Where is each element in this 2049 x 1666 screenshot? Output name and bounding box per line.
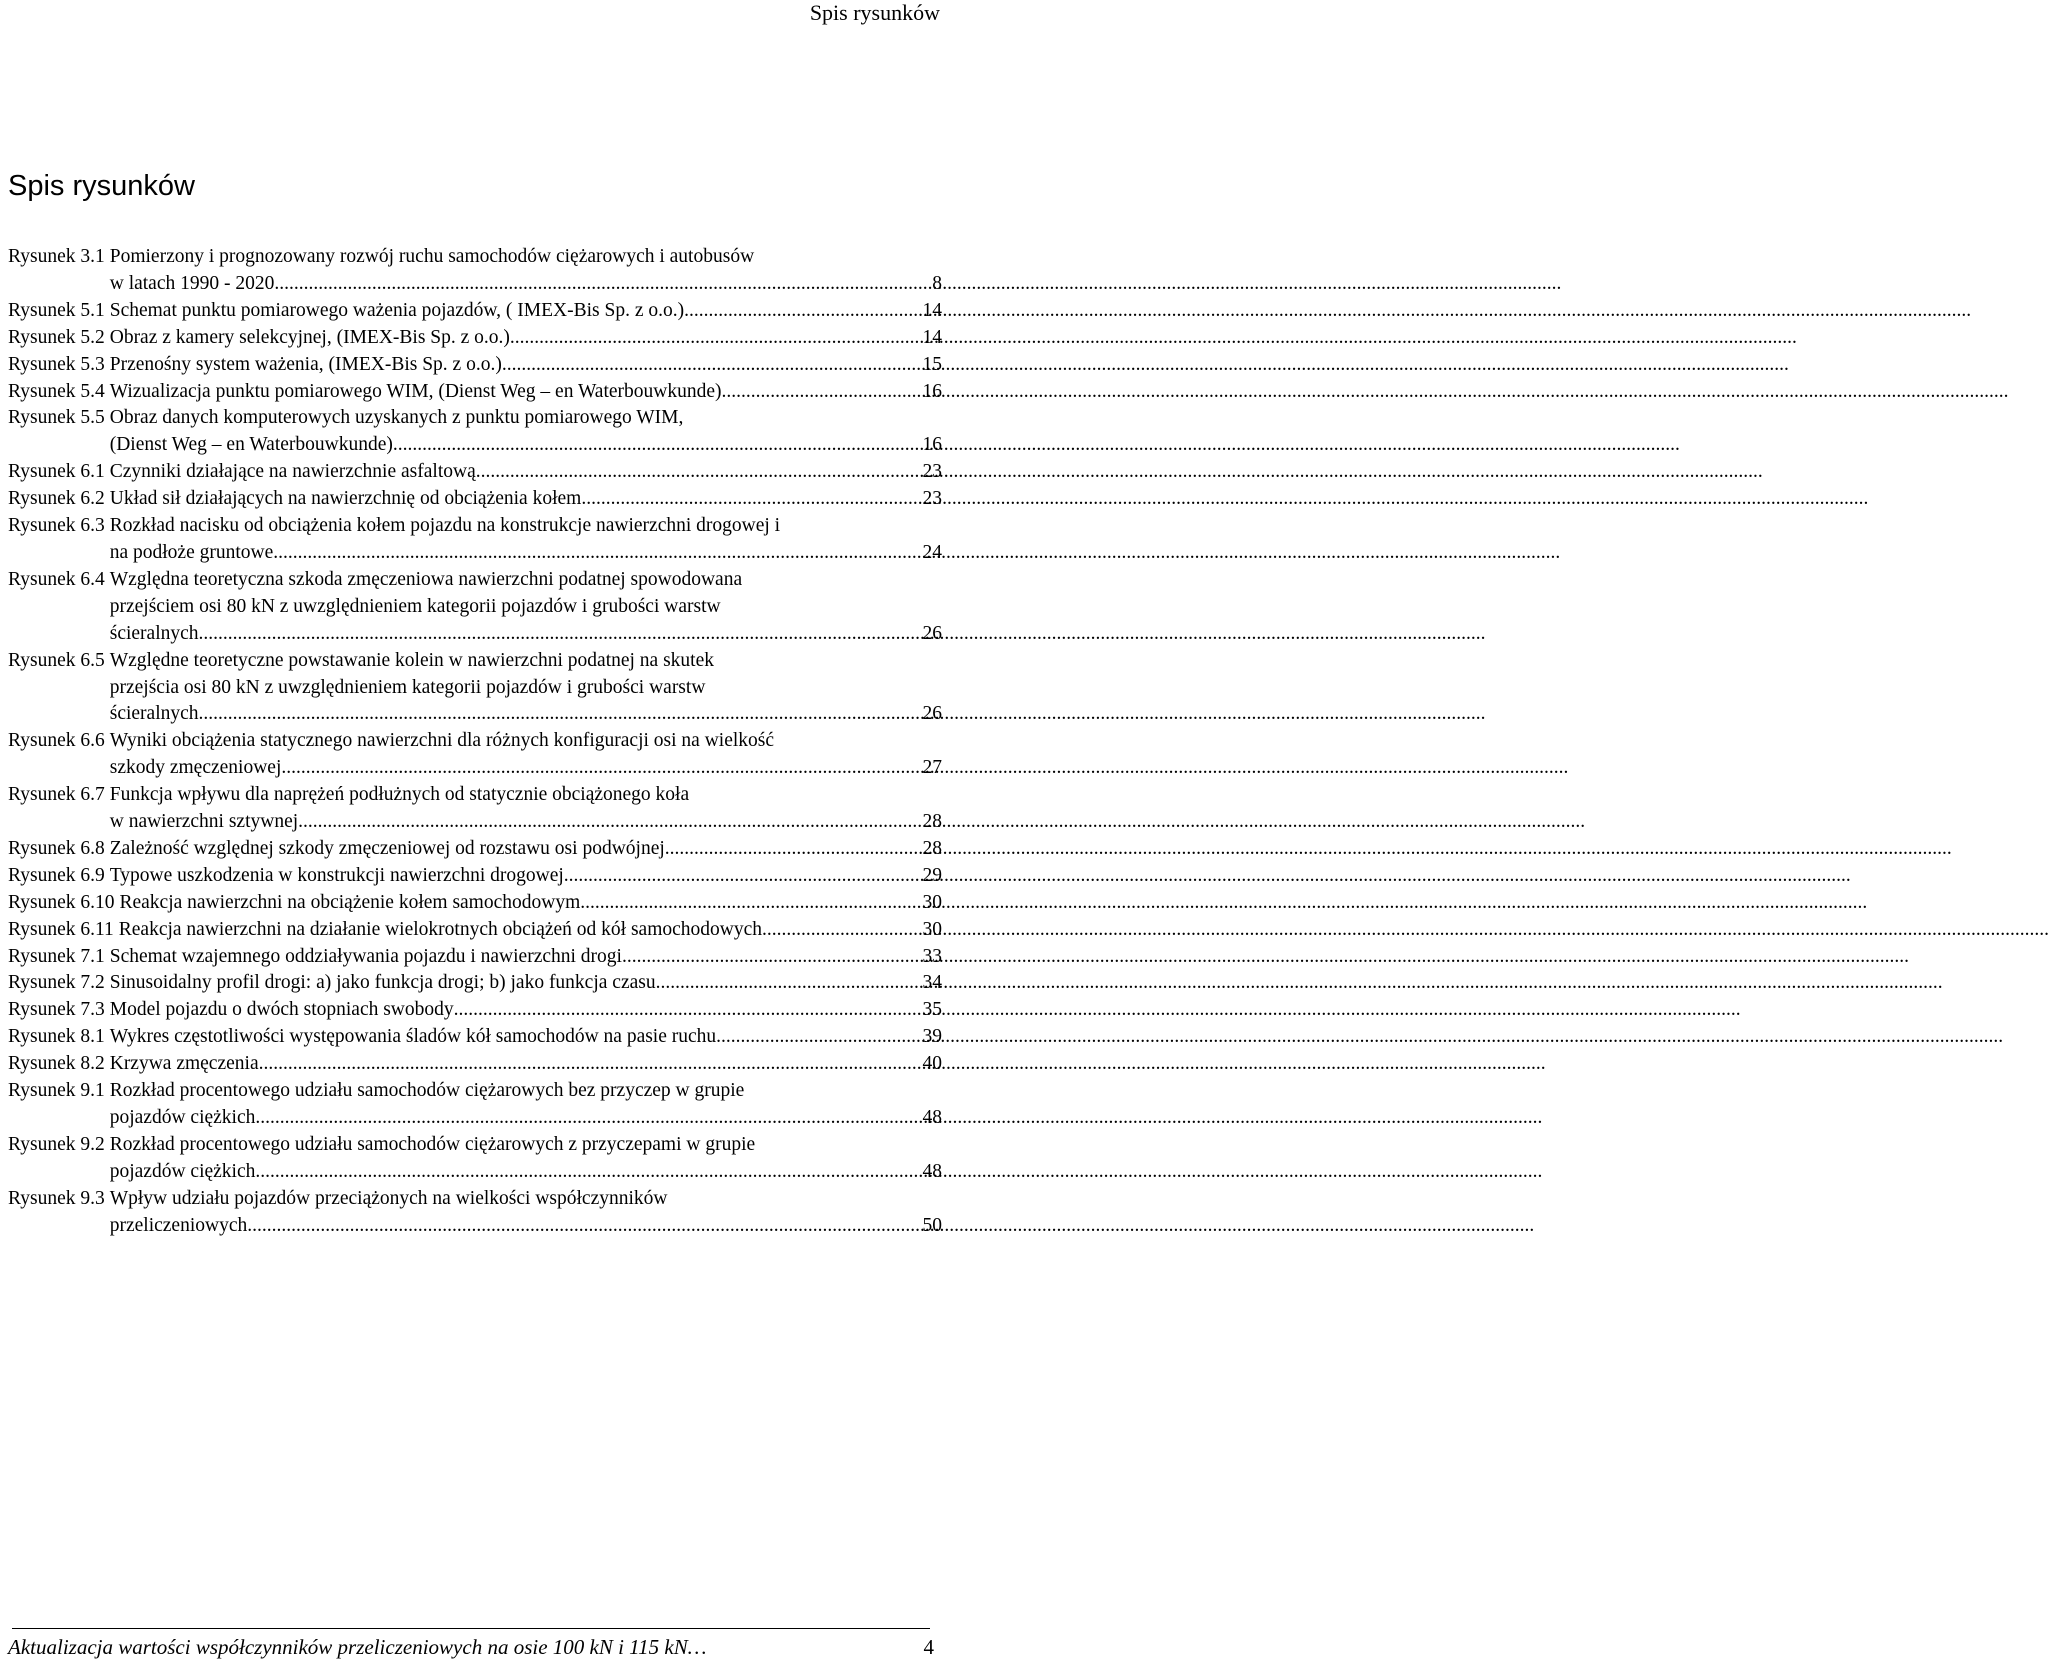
toc-entry-last-line bbox=[110, 701, 942, 728]
toc-entry-number: Rysunek 6.10 bbox=[8, 891, 115, 913]
toc-entry-number: Rysunek 8.2 bbox=[8, 1053, 105, 1075]
toc-entry-title-line: Rozkład procentowego udziału samochodów ciężarowych bez przyczep w grupie bbox=[109, 1080, 745, 1102]
dot-leader bbox=[298, 809, 920, 836]
toc-entry-title-line: Typowe uszkodzenia w konstrukcji nawierzchni drogowej bbox=[109, 864, 564, 886]
toc-entry-number: Rysunek 9.1 bbox=[8, 1080, 105, 1102]
toc-entry-number: Rysunek 5.5 bbox=[8, 407, 105, 429]
toc-entry-title-line: na podłoże gruntowe bbox=[109, 541, 274, 563]
toc-entry-body bbox=[105, 863, 942, 890]
toc-entry-title-line: Pomierzony i prognozowany rozwój ruchu samochodów ciężarowych i autobusów bbox=[109, 246, 755, 267]
toc-entry-page[interactable]: 14 bbox=[922, 326, 942, 348]
toc-entry-page[interactable]: 16 bbox=[922, 434, 942, 456]
toc-entry-last-line bbox=[110, 379, 942, 406]
toc-entry-body bbox=[105, 836, 942, 863]
dot-leader bbox=[255, 1159, 920, 1186]
toc-entry-title-line: Zależność względnej szkody zmęczeniowej od rozstawu osi podwójnej bbox=[109, 837, 665, 859]
toc-entry-last-line bbox=[110, 944, 942, 971]
toc-entry-title-line: ścieralnych bbox=[109, 703, 199, 725]
toc-entry-number: Rysunek 6.8 bbox=[8, 837, 105, 859]
toc-entry-title-line: szkody zmęczeniowej bbox=[109, 757, 282, 779]
toc-entry-body bbox=[105, 567, 942, 648]
toc-entry[interactable] bbox=[8, 944, 942, 971]
toc-entry-last-line bbox=[110, 486, 942, 513]
toc-entry-page[interactable]: 39 bbox=[922, 1026, 942, 1048]
toc-entry-page[interactable]: 26 bbox=[922, 622, 942, 644]
toc-entry-page[interactable]: 34 bbox=[922, 972, 942, 994]
toc-entry-last-line bbox=[110, 540, 942, 567]
toc-entry-number: Rysunek 5.3 bbox=[8, 353, 105, 375]
toc-entry-page[interactable]: 23 bbox=[922, 461, 942, 483]
toc-entry-last-line bbox=[110, 432, 942, 459]
toc-entry-number: Rysunek 6.1 bbox=[8, 461, 105, 483]
toc-entry[interactable] bbox=[8, 1132, 942, 1186]
toc-entry-page[interactable]: 50 bbox=[922, 1214, 942, 1236]
toc-entry-body bbox=[114, 890, 942, 917]
toc-entry-body bbox=[105, 782, 942, 836]
toc-entry-number: Rysunek 7.1 bbox=[8, 945, 105, 967]
dot-leader bbox=[476, 459, 921, 486]
page-number: 4 bbox=[923, 1635, 934, 1659]
toc-entry-number: Rysunek 6.11 bbox=[8, 918, 114, 940]
toc-entry-title-line: Względna teoretyczna szkoda zmęczeniowa nawierzchni podatnej spowodowana bbox=[109, 568, 743, 590]
toc-entry-page[interactable]: 8 bbox=[932, 272, 942, 294]
toc-entry-number: Rysunek 3.1 bbox=[8, 246, 105, 267]
toc-entry-title-line: Względne teoretyczne powstawanie kolein w nawierzchni podatnej na skutek bbox=[109, 649, 714, 671]
toc-entry-page[interactable]: 15 bbox=[922, 353, 942, 375]
dot-leader bbox=[581, 486, 920, 513]
toc-entry-page[interactable]: 30 bbox=[922, 891, 942, 913]
toc-entry[interactable] bbox=[8, 379, 942, 406]
toc-entry-title-line: Rozkład procentowego udziału samochodów ciężarowych z przyczepami w grupie bbox=[109, 1133, 756, 1155]
toc-entry-page[interactable]: 40 bbox=[922, 1053, 942, 1075]
toc-entry-title-line: Wykres częstotliwości występowania śladów kół samochodów na pasie ruchu bbox=[109, 1026, 717, 1048]
toc-entry-number: Rysunek 7.3 bbox=[8, 999, 105, 1021]
dot-leader bbox=[199, 701, 921, 728]
toc-entry-last-line bbox=[110, 1159, 942, 1186]
toc-entry-body bbox=[105, 298, 942, 325]
toc-entry[interactable] bbox=[8, 917, 942, 944]
toc-entry-last-line bbox=[119, 890, 942, 917]
toc-entry-last-line bbox=[119, 917, 942, 944]
toc-entry-last-line bbox=[110, 1213, 942, 1240]
toc-entry[interactable] bbox=[8, 1051, 942, 1078]
toc-entry-number: Rysunek 5.1 bbox=[8, 299, 105, 321]
toc-entry[interactable] bbox=[8, 325, 942, 352]
toc-entry-body bbox=[105, 1132, 942, 1186]
toc-entry-number: Rysunek 6.6 bbox=[8, 730, 105, 752]
dot-leader bbox=[684, 298, 920, 325]
toc-entry[interactable] bbox=[8, 782, 942, 836]
toc-entry-last-line bbox=[110, 298, 942, 325]
toc-entry-title-line: Układ sił działających na nawierzchnię od obciążenia kołem bbox=[109, 488, 582, 510]
toc-entry-title-line: Reakcja nawierzchni na obciążenie kołem samochodowym bbox=[119, 891, 581, 913]
toc-entry-body bbox=[105, 379, 942, 406]
dot-leader bbox=[247, 1213, 920, 1240]
toc-entry-number: Rysunek 8.1 bbox=[8, 1026, 105, 1048]
toc-entry-page[interactable]: 14 bbox=[922, 299, 942, 321]
toc-entry-last-line bbox=[110, 755, 942, 782]
toc-entry[interactable] bbox=[8, 567, 942, 648]
toc-entry-title-line: w nawierzchni sztywnej bbox=[109, 811, 299, 833]
toc-entry-title-line: Schemat wzajemnego oddziaływania pojazdu i nawierzchni drogi bbox=[109, 945, 622, 967]
toc-entry-last-line bbox=[110, 836, 942, 863]
dot-leader bbox=[665, 836, 921, 863]
toc-entry-body bbox=[105, 1186, 942, 1240]
dot-leader bbox=[622, 944, 921, 971]
toc-entry[interactable] bbox=[8, 459, 942, 486]
toc-entry-body bbox=[105, 1024, 942, 1051]
toc-entry[interactable] bbox=[8, 298, 942, 325]
toc-entry-page[interactable]: 28 bbox=[922, 811, 942, 833]
toc-entry-title-line: Czynniki działające na nawierzchnie asfaltową bbox=[109, 461, 476, 483]
toc-entry-title-line: Wizualizacja punktu pomiarowego WIM, (Dienst Weg – en Waterbouwkunde) bbox=[109, 380, 722, 402]
dot-leader bbox=[454, 997, 921, 1024]
toc-entry-page[interactable]: 27 bbox=[922, 757, 942, 779]
toc-entry-last-line bbox=[110, 325, 942, 352]
toc-entry-page[interactable]: 28 bbox=[922, 837, 942, 859]
toc-entry-body bbox=[105, 325, 942, 352]
toc-entry[interactable] bbox=[8, 648, 942, 729]
toc-entry-body bbox=[105, 486, 942, 513]
toc-entry-title-line: Rozkład nacisku od obciążenia kołem pojazdu na konstrukcje nawierzchni drogowej i bbox=[109, 515, 781, 537]
toc-entry-body bbox=[105, 944, 942, 971]
toc-entry-title-line: pojazdów ciężkich bbox=[109, 1160, 256, 1182]
toc-entry-title-line: pojazdów ciężkich bbox=[109, 1107, 256, 1128]
toc-entry-last-line bbox=[110, 352, 942, 379]
toc-entry-number: Rysunek 9.3 bbox=[8, 1187, 105, 1209]
toc-entry-body bbox=[105, 405, 942, 459]
toc-entry-body bbox=[105, 1078, 942, 1132]
toc-entry-title-line: Schemat punktu pomiarowego ważenia pojazdów, ( IMEX-Bis Sp. z o.o.) bbox=[109, 299, 685, 321]
toc-entry-body bbox=[105, 970, 942, 997]
toc-entry-body bbox=[114, 917, 942, 944]
toc-entry-body bbox=[105, 648, 942, 729]
toc-entry-page[interactable]: 26 bbox=[922, 703, 942, 725]
toc-entry-number: Rysunek 6.9 bbox=[8, 864, 105, 886]
dot-leader bbox=[762, 917, 920, 944]
toc-entry-body bbox=[105, 513, 942, 567]
toc-entry[interactable] bbox=[8, 405, 942, 459]
toc-entry-page[interactable]: 48 bbox=[922, 1107, 942, 1128]
toc-entry-number: Rysunek 7.2 bbox=[8, 972, 105, 994]
list-of-figures bbox=[8, 244, 942, 1240]
dot-leader bbox=[255, 1105, 920, 1132]
dot-leader bbox=[580, 890, 920, 917]
toc-entry-last-line bbox=[110, 1024, 942, 1051]
dot-leader bbox=[564, 863, 921, 890]
toc-entry-last-line bbox=[110, 1051, 942, 1078]
dot-leader bbox=[273, 540, 920, 567]
toc-entry[interactable] bbox=[8, 1186, 942, 1240]
dot-leader bbox=[259, 1051, 921, 1078]
toc-entry-title-line: Przenośny system ważenia, (IMEX-Bis Sp. z o.o.) bbox=[109, 353, 502, 375]
footer-text: Aktualizacja wartości współczynników przeliczeniowych na osie 100 kN i 115 kN… bbox=[8, 1635, 707, 1659]
toc-entry[interactable] bbox=[8, 1024, 942, 1051]
toc-entry-body bbox=[105, 459, 942, 486]
toc-entry[interactable] bbox=[8, 863, 942, 890]
toc-entry-body bbox=[105, 1051, 942, 1078]
toc-entry-title-line: przeliczeniowych bbox=[109, 1214, 248, 1236]
toc-entry-page[interactable]: 16 bbox=[922, 380, 942, 402]
running-header: Spis rysunków bbox=[809, 0, 940, 25]
toc-entry-body bbox=[105, 997, 942, 1024]
dot-leader bbox=[502, 352, 921, 379]
toc-entry[interactable] bbox=[8, 728, 942, 782]
toc-entry[interactable] bbox=[8, 513, 942, 567]
toc-entry-title-line: ścieralnych bbox=[109, 622, 199, 644]
toc-entry-title-line: Model pojazdu o dwóch stopniach swobody bbox=[109, 999, 454, 1021]
toc-entry[interactable] bbox=[8, 970, 942, 997]
dot-leader bbox=[199, 621, 921, 648]
dot-leader bbox=[281, 755, 920, 782]
toc-entry-title-line: Reakcja nawierzchni na działanie wielokrotnych obciążeń od kół samochodowych bbox=[118, 918, 763, 940]
toc-entry-page[interactable]: 48 bbox=[922, 1160, 942, 1182]
toc-entry-page[interactable]: 23 bbox=[922, 488, 942, 510]
toc-entry-title-line: Obraz danych komputerowych uzyskanych z punktu pomiarowego WIM, bbox=[109, 407, 684, 429]
toc-entry-title-line: Krzywa zmęczenia bbox=[109, 1053, 259, 1075]
toc-entry-number: Rysunek 6.3 bbox=[8, 515, 105, 537]
toc-entry[interactable] bbox=[8, 836, 942, 863]
toc-entry-number: Rysunek 6.7 bbox=[8, 784, 105, 806]
toc-entry-number: Rysunek 6.5 bbox=[8, 649, 105, 671]
toc-entry[interactable] bbox=[8, 1078, 942, 1132]
toc-entry-title-line: Wyniki obciążenia statycznego nawierzchni dla różnych konfiguracji osi na wielkość bbox=[109, 730, 775, 752]
toc-entry-title-line: Funkcja wpływu dla naprężeń podłużnych od statycznie obciążonego koła bbox=[109, 784, 690, 806]
dot-leader bbox=[722, 379, 921, 406]
toc-entry-last-line bbox=[110, 997, 942, 1024]
toc-entry[interactable] bbox=[8, 997, 942, 1024]
dot-leader bbox=[656, 970, 921, 997]
toc-entry-page[interactable]: 30 bbox=[922, 918, 942, 940]
page-title: Spis rysunków bbox=[8, 170, 195, 202]
toc-entry-title-line: Obraz z kamery selekcyjnej, (IMEX-Bis Sp. z o.o.) bbox=[109, 326, 510, 348]
toc-entry-last-line bbox=[110, 809, 942, 836]
toc-entry-last-line bbox=[110, 459, 942, 486]
toc-entry-page[interactable]: 35 bbox=[922, 999, 942, 1021]
toc-entry[interactable] bbox=[8, 890, 942, 917]
toc-entry-body bbox=[105, 728, 942, 782]
toc-entry-body bbox=[105, 352, 942, 379]
toc-entry-last-line bbox=[110, 1105, 942, 1132]
toc-entry[interactable] bbox=[8, 486, 942, 513]
dot-leader bbox=[510, 325, 921, 352]
toc-entry-number: Rysunek 6.2 bbox=[8, 488, 105, 510]
dot-leader bbox=[716, 1024, 920, 1051]
toc-entry-last-line bbox=[110, 970, 942, 997]
toc-entry[interactable] bbox=[8, 352, 942, 379]
toc-entry-title-line: w latach 1990 - 2020 bbox=[109, 272, 275, 294]
footer-divider bbox=[12, 1628, 930, 1629]
toc-entry-last-line bbox=[110, 271, 942, 298]
toc-entry[interactable] bbox=[8, 244, 942, 298]
dot-leader bbox=[393, 432, 921, 459]
dot-leader bbox=[274, 271, 930, 298]
toc-entry-number: Rysunek 6.4 bbox=[8, 568, 105, 590]
toc-entry-number: Rysunek 9.2 bbox=[8, 1133, 105, 1155]
toc-entry-title-line: przejścia osi 80 kN z uwzględnieniem kategorii pojazdów i grubości warstw bbox=[109, 676, 706, 698]
toc-entry-last-line bbox=[110, 621, 942, 648]
toc-entry-page[interactable]: 33 bbox=[922, 945, 942, 967]
toc-entry-number: Rysunek 5.4 bbox=[8, 380, 105, 402]
toc-entry-number: Rysunek 5.2 bbox=[8, 326, 105, 348]
toc-entry-title-line: (Dienst Weg – en Waterbouwkunde) bbox=[109, 434, 393, 456]
toc-entry-body bbox=[105, 244, 942, 298]
toc-entry-title-line: Sinusoidalny profil drogi: a) jako funkcja drogi; b) jako funkcja czasu bbox=[109, 972, 656, 994]
toc-entry-page[interactable]: 24 bbox=[922, 541, 942, 563]
toc-entry-title-line: przejściem osi 80 kN z uwzględnieniem kategorii pojazdów i grubości warstw bbox=[109, 595, 721, 617]
toc-entry-title-line: Wpływ udziału pojazdów przeciążonych na wielkości współczynników bbox=[109, 1187, 668, 1209]
toc-entry-last-line bbox=[110, 863, 942, 890]
toc-entry-page[interactable]: 29 bbox=[922, 864, 942, 886]
